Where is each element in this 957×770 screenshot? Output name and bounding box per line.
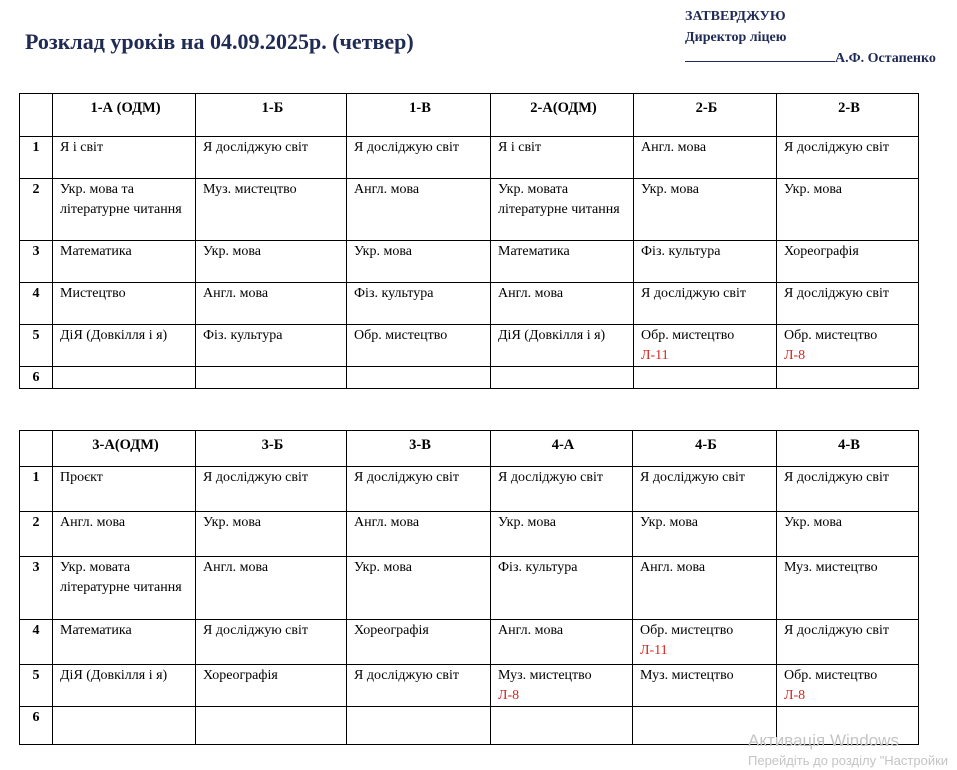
lesson-cell — [491, 241, 634, 283]
lesson-cell — [777, 467, 919, 512]
lesson-cell — [347, 665, 491, 707]
lesson-cell — [777, 665, 919, 707]
lesson-cell — [777, 137, 919, 179]
lesson-cell — [196, 512, 347, 557]
subject-name: ДіЯ (Довкілля і я) — [498, 328, 606, 343]
lesson-cell — [634, 137, 777, 179]
lesson-number: 2 — [20, 512, 53, 557]
lesson-cell — [196, 707, 347, 745]
room-number: Л-8 — [784, 688, 806, 703]
lesson-cell — [196, 557, 347, 620]
watermark-title: Активація Windows — [748, 731, 899, 750]
lesson-cell — [347, 512, 491, 557]
class-header: 2-А(ОДМ) — [491, 94, 634, 137]
lesson-cell — [633, 557, 777, 620]
subject-name: Англ. мова — [498, 623, 564, 638]
subject-name: Фіз. культура — [203, 328, 283, 343]
lesson-number: 4 — [20, 283, 53, 325]
lesson-row — [20, 179, 919, 241]
room-number: Л-8 — [498, 688, 520, 703]
class-header: 4-А — [491, 431, 633, 467]
lesson-cell — [347, 557, 491, 620]
lesson-cell — [634, 179, 777, 241]
lesson-cell — [196, 467, 347, 512]
subject-name: Муз. мистецтво — [784, 560, 878, 575]
subject-name: Я досліджую світ — [784, 140, 889, 155]
class-header: 2-Б — [634, 94, 777, 137]
subject-name: Обр. мистецтво — [641, 328, 735, 343]
lesson-cell — [53, 512, 196, 557]
lesson-cell — [347, 707, 491, 745]
signature-line — [685, 48, 835, 62]
lesson-cell — [491, 620, 633, 665]
subject-name: Я досліджую світ — [640, 470, 745, 485]
lesson-number: 1 — [20, 137, 53, 179]
lesson-row — [20, 283, 919, 325]
subject-name: Я досліджую світ — [784, 623, 889, 638]
subject-name: Я досліджую світ — [641, 286, 746, 301]
lesson-number: 4 — [20, 620, 53, 665]
subject-name: Укр. мовата літературне читання — [498, 182, 620, 217]
lesson-cell — [633, 620, 777, 665]
approval-position: Директор ліцею — [685, 30, 787, 45]
subject-name: Муз. мистецтво — [640, 668, 734, 683]
subject-name: Я досліджую світ — [354, 140, 459, 155]
subject-name: Я досліджую світ — [203, 470, 308, 485]
class-header: 4-В — [777, 431, 919, 467]
lesson-cell — [347, 325, 491, 367]
subject-name: Обр. мистецтво — [784, 328, 878, 343]
subject-name: Англ. мова — [354, 182, 420, 197]
lesson-cell — [53, 665, 196, 707]
subject-name: Англ. мова — [640, 560, 706, 575]
subject-name: Я досліджую світ — [784, 286, 889, 301]
subject-name: Укр. мова — [203, 515, 261, 530]
table-header-row — [20, 94, 919, 137]
lesson-cell — [491, 467, 633, 512]
class-header: 3-В — [347, 431, 491, 467]
lesson-cell — [53, 325, 196, 367]
lesson-number: 1 — [20, 467, 53, 512]
lesson-number: 6 — [20, 707, 53, 745]
lesson-cell — [777, 620, 919, 665]
lesson-cell — [633, 467, 777, 512]
lesson-cell — [53, 707, 196, 745]
lesson-cell — [196, 179, 347, 241]
approval-block — [685, 6, 936, 69]
class-header: 4-Б — [633, 431, 777, 467]
subject-name: Я і світ — [60, 140, 104, 155]
lesson-number: 5 — [20, 665, 53, 707]
lesson-cell — [196, 325, 347, 367]
subject-name: Укр. мова — [784, 515, 842, 530]
lesson-cell — [491, 325, 634, 367]
lesson-cell — [777, 512, 919, 557]
schedule-table-grades-3-4 — [19, 430, 919, 745]
lesson-cell — [491, 179, 634, 241]
lesson-cell — [634, 283, 777, 325]
subject-name: Хореографія — [784, 244, 859, 259]
lesson-row — [20, 512, 919, 557]
lesson-row — [20, 665, 919, 707]
subject-name: Хореографія — [354, 623, 429, 638]
subject-name: Я досліджую світ — [203, 140, 308, 155]
subject-name: Мистецтво — [60, 286, 126, 301]
lesson-row — [20, 557, 919, 620]
lesson-cell — [196, 665, 347, 707]
room-number: Л-11 — [640, 643, 668, 658]
lesson-cell — [491, 137, 634, 179]
windows-activation-watermark — [748, 730, 948, 770]
lesson-cell — [347, 467, 491, 512]
room-number: Л-8 — [784, 348, 806, 363]
class-header: 2-В — [777, 94, 919, 137]
lesson-cell — [53, 557, 196, 620]
lesson-cell — [53, 241, 196, 283]
lesson-cell — [634, 367, 777, 389]
lesson-cell — [347, 283, 491, 325]
lesson-cell — [53, 283, 196, 325]
lesson-cell — [53, 367, 196, 389]
subject-name: Я досліджую світ — [354, 668, 459, 683]
lesson-cell — [633, 665, 777, 707]
subject-name: Англ. мова — [203, 560, 269, 575]
approval-signature — [685, 48, 936, 69]
subject-name: Я досліджую світ — [784, 470, 889, 485]
subject-name: Обр. мистецтво — [784, 668, 878, 683]
subject-name: Я досліджую світ — [498, 470, 603, 485]
room-number: Л-11 — [641, 348, 669, 363]
subject-name: Математика — [60, 244, 132, 259]
lesson-cell — [777, 283, 919, 325]
lesson-cell — [777, 557, 919, 620]
lesson-number: 2 — [20, 179, 53, 241]
subject-name: ДіЯ (Довкілля і я) — [60, 328, 168, 343]
subject-name: Укр. мова — [784, 182, 842, 197]
corner-cell — [20, 431, 53, 467]
lesson-cell — [347, 241, 491, 283]
lesson-cell — [491, 707, 633, 745]
lesson-cell — [777, 179, 919, 241]
schedule-table-grades-1-2 — [19, 93, 919, 389]
lesson-cell — [53, 179, 196, 241]
lesson-cell — [196, 241, 347, 283]
subject-name: Укр. мовата літературне читання — [60, 560, 182, 595]
lesson-cell — [491, 665, 633, 707]
lesson-cell — [777, 241, 919, 283]
lesson-cell — [491, 283, 634, 325]
subject-name: Укр. мова та літературне читання — [60, 182, 182, 217]
subject-name: Фіз. культура — [498, 560, 578, 575]
lesson-cell — [633, 512, 777, 557]
subject-name: ДіЯ (Довкілля і я) — [60, 668, 168, 683]
lesson-row — [20, 620, 919, 665]
corner-cell — [20, 94, 53, 137]
subject-name: Англ. мова — [60, 515, 126, 530]
subject-name: Укр. мова — [640, 515, 698, 530]
subject-name: Обр. мистецтво — [354, 328, 448, 343]
subject-name: Фіз. культура — [354, 286, 434, 301]
lesson-number: 3 — [20, 241, 53, 283]
lesson-cell — [196, 367, 347, 389]
class-header: 3-А(ОДМ) — [53, 431, 196, 467]
class-header: 1-А (ОДМ) — [53, 94, 196, 137]
subject-name: Математика — [60, 623, 132, 638]
subject-name: Я досліджую світ — [354, 470, 459, 485]
subject-name: Укр. мова — [354, 560, 412, 575]
subject-name: Фіз. культура — [641, 244, 721, 259]
subject-name: Укр. мова — [498, 515, 556, 530]
lesson-cell — [347, 179, 491, 241]
lesson-number: 6 — [20, 367, 53, 389]
lesson-row — [20, 325, 919, 367]
lesson-cell — [347, 620, 491, 665]
subject-name: Проєкт — [60, 470, 103, 485]
subject-name: Обр. мистецтво — [640, 623, 734, 638]
watermark-subtitle: Перейдіть до розділу "Настройки — [748, 753, 949, 768]
class-header: 1-В — [347, 94, 491, 137]
lesson-cell — [196, 283, 347, 325]
subject-name: Англ. мова — [203, 286, 269, 301]
lesson-cell — [196, 620, 347, 665]
subject-name: Математика — [498, 244, 570, 259]
lesson-cell — [491, 512, 633, 557]
page-title: Розклад уроків на 04.09.2025р. (четвер) — [25, 29, 414, 54]
subject-name: Укр. мова — [354, 244, 412, 259]
lesson-cell — [347, 367, 491, 389]
lesson-cell — [777, 367, 919, 389]
lesson-cell — [347, 137, 491, 179]
lesson-row — [20, 241, 919, 283]
approval-signature-name: А.Ф. Остапенко — [835, 51, 936, 66]
lesson-row — [20, 367, 919, 389]
subject-name: Англ. мова — [498, 286, 564, 301]
subject-name: Я і світ — [498, 140, 542, 155]
lesson-cell — [53, 137, 196, 179]
lesson-cell — [53, 467, 196, 512]
subject-name: Англ. мова — [354, 515, 420, 530]
subject-name: Укр. мова — [641, 182, 699, 197]
subject-name: Укр. мова — [203, 244, 261, 259]
lesson-cell — [777, 325, 919, 367]
table-header-row — [20, 431, 919, 467]
subject-name: Я досліджую світ — [203, 623, 308, 638]
subject-name: Англ. мова — [641, 140, 707, 155]
lesson-cell — [491, 557, 633, 620]
lesson-row — [20, 467, 919, 512]
lesson-row — [20, 137, 919, 179]
lesson-cell — [196, 137, 347, 179]
lesson-number: 5 — [20, 325, 53, 367]
lesson-cell — [634, 325, 777, 367]
approval-heading: ЗАТВЕРДЖУЮ — [685, 9, 786, 24]
lesson-number: 3 — [20, 557, 53, 620]
subject-name: Муз. мистецтво — [203, 182, 297, 197]
class-header: 1-Б — [196, 94, 347, 137]
lesson-cell — [634, 241, 777, 283]
lesson-cell — [491, 367, 634, 389]
subject-name: Муз. мистецтво — [498, 668, 592, 683]
subject-name: Хореографія — [203, 668, 278, 683]
lesson-cell — [53, 620, 196, 665]
class-header: 3-Б — [196, 431, 347, 467]
